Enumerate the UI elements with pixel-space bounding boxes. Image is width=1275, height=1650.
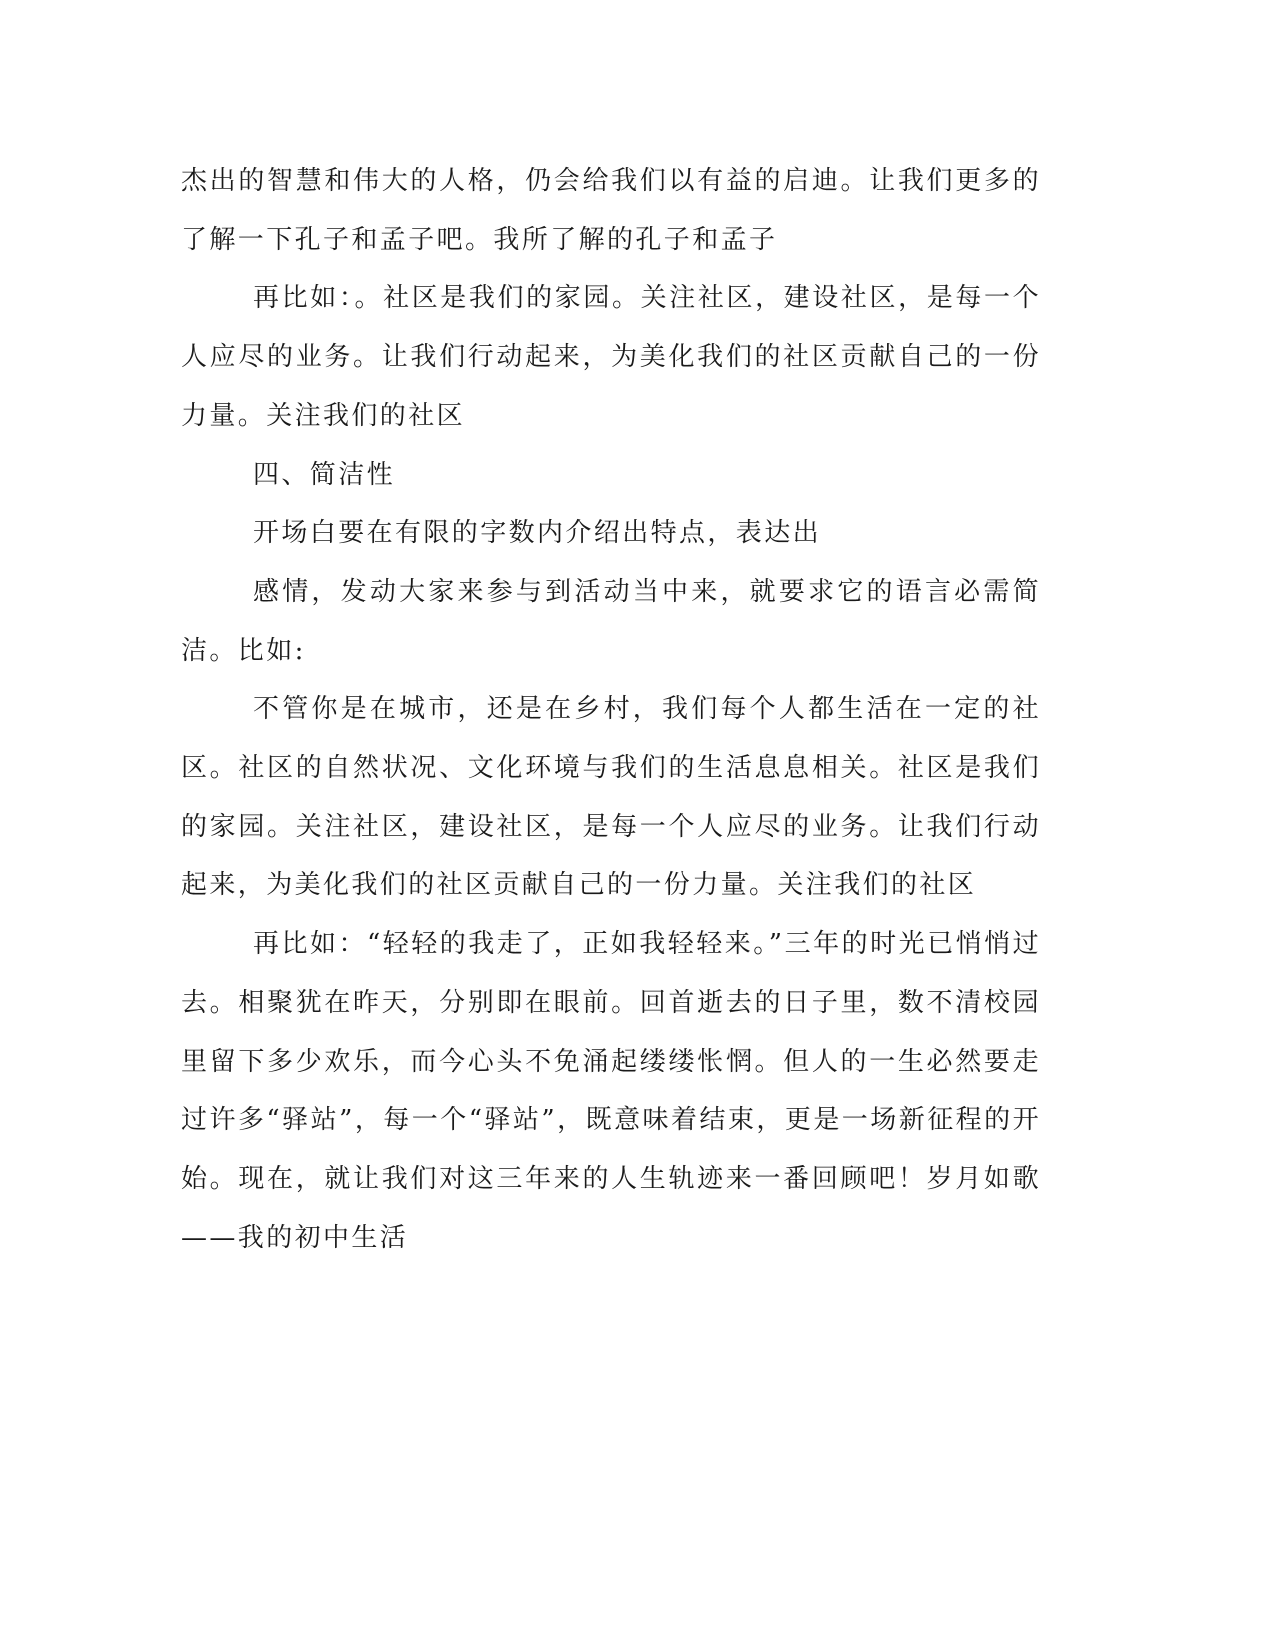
paragraph-continuation: 杰出的智慧和伟大的人格，仍会给我们以有益的启迪。让我们更多的了解一下孔子和孟子吧。我所了解的孔子和孟子 bbox=[181, 166, 1041, 255]
paragraph-example-community: 再比如：。社区是我们的家园。关注社区，建设社区，是每一个人应尽的业务。让我们行动起来，为美化我们的社区贡献自己的一份力量。关注我们的社区 bbox=[181, 283, 1041, 431]
paragraph-opening-intro: 开场白要在有限的字数内介绍出特点，表达出 bbox=[253, 518, 822, 549]
paragraph-city-village: 不管你是在城市，还是在乡村，我们每个人都生活在一定的社区。社区的自然状况、文化环境与我们的生活息息相关。社区是我们的家园。关注社区，建设社区，是每一个人应尽的业务。让我们行动起来，为美化我们的社区贡献自己的一份力量。关注我们的社区 bbox=[181, 694, 1041, 901]
section-heading-conciseness: 四、简洁性 bbox=[253, 459, 396, 490]
paragraph-graduation: 再比如：“轻轻的我走了，正如我轻轻来。”三年的时光已悄悄过去。相聚犹在昨天，分别即在眼前。回首逝去的日子里，数不清校园里留下多少欢乐，而今心头不免涌起缕缕怅惘。但人的一生必然要走过许多“驿站”，每一个“驿站”，既意味着结束，更是一场新征程的开始。现在，就让我们对这三年来的人生轨迹来一番回顾吧！岁月如歌——我的初中生活 bbox=[181, 929, 1041, 1253]
paragraph-emotion: 感情，发动大家来参与到活动当中来，就要求它的语言必需简洁。比如: bbox=[181, 576, 1041, 666]
document-body bbox=[181, 152, 1041, 1267]
